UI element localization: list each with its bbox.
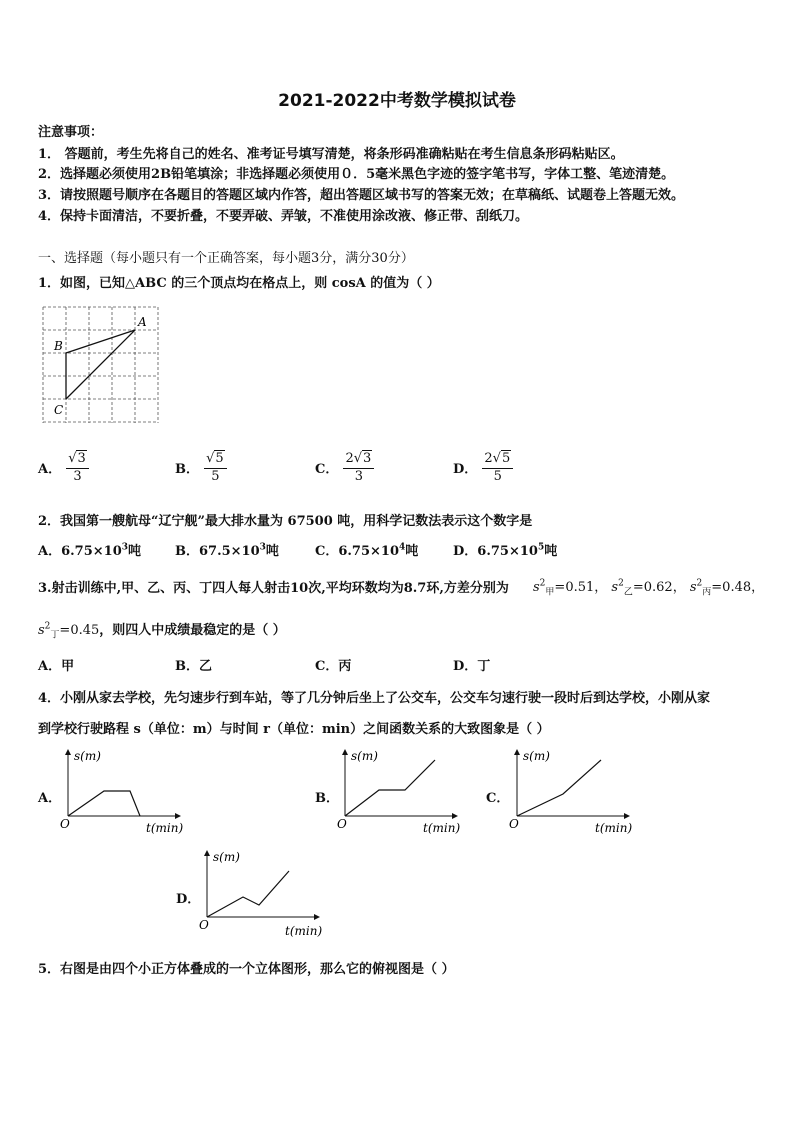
q4-graph-c [507,744,637,839]
q3-line2: $s^2_丁=0.45$，则四人中成绩最稳定的是（ ） [38,621,286,641]
q4-graph-a [58,744,188,839]
q1-option-d[interactable]: D． $\frac{2√5}{5}$ [453,452,513,485]
q4-option-d-label[interactable]: D． [176,892,201,907]
q3-variances: $s^2_甲=0.51$， $s^2_乙=0.62$， $s^2_丙=0.48$， [533,578,765,598]
q2-option-b[interactable]: B．$67.5\times 10^3$吨 [175,542,279,559]
q1-option-a-fraction: $\frac{√3}{3}$ [66,452,89,485]
q3-option-d[interactable]: D．丁 [453,659,491,674]
point-a-label: A [138,315,147,329]
notice-item-2: 2．选择题必须使用2B铅笔填涂；非选择题必须使用０．5毫米黑色字迹的签字笔书写，字体工整、笔迹清楚。 [38,167,675,182]
q4-stem-line2: 到学校行驶路程 s（单位：m）与时间 r（单位：min）之间函数关系的大致图象是（ ） [38,722,550,737]
q4-c-x-label: t(min) [595,821,633,835]
q1-option-c-fraction: $\frac{2√3}{3}$ [343,452,374,485]
q4-graph-b [335,744,465,839]
q4-a-origin: O [60,817,70,831]
q3-option-b[interactable]: B．乙 [175,659,212,674]
q3-option-c[interactable]: C．丙 [315,659,352,674]
q4-stem-line1: 4．小刚从家去学校，先匀速步行到车站，等了几分钟后坐上了公交车，公交车匀速行驶一段时后到达学校，小刚从家 [38,691,711,706]
q2-stem: 2．我国第一艘航母“辽宁舰”最大排水量为 67500 吨，用科学记数法表示这个数字是 [38,514,533,529]
q2-option-c[interactable]: C．$6.75\times 10^4$吨 [315,542,419,559]
notice-item-4: 4．保持卡面清洁，不要折叠，不要弄破、弄皱，不准使用涂改液、修正带、刮纸刀。 [38,209,529,224]
q4-c-origin: O [509,817,519,831]
q2-option-a[interactable]: A．$6.75\times 10^3$吨 [38,542,142,559]
q1-option-b[interactable]: B． $\frac{√5}{5}$ [175,452,227,485]
q4-c-y-label: s(m) [523,749,550,763]
q4-b-y-label: s(m) [351,749,378,763]
notice-item-3: 3．请按照题号顺序在各题目的答题区域内作答，超出答题区域书写的答案无效；在草稿纸、试题卷上答题无效。 [38,188,685,203]
q1-option-c[interactable]: C． $\frac{2√3}{3}$ [315,452,374,485]
q4-graph-d [197,845,327,940]
page-title: 2021-2022中考数学模拟试卷 [278,91,516,111]
q4-b-origin: O [337,817,347,831]
q4-d-origin: O [199,918,209,932]
q4-a-y-label: s(m) [74,749,101,763]
q4-d-x-label: t(min) [285,924,323,938]
point-b-label: B [54,339,63,353]
point-c-label: C [54,403,64,417]
q5-stem: 5．右图是由四个小正方体叠成的一个立体图形，那么它的俯视图是（ ） [38,962,455,977]
q4-option-a-label[interactable]: A． [38,791,62,806]
q1-option-b-fraction: $\frac{√5}{5}$ [204,452,227,485]
q2-option-d[interactable]: D．$6.75\times 10^5$吨 [453,542,558,559]
q4-option-c-label[interactable]: C． [486,791,510,806]
notice-item-1: 1． 答题前，考生先将自己的姓名、准考证号填写清楚，将条形码准确粘贴在考生信息条形码粘贴区。 [38,147,624,162]
q1-option-a[interactable]: A． $\frac{√3}{3}$ [38,452,89,485]
q3-option-a[interactable]: A．甲 [38,659,75,674]
q4-d-y-label: s(m) [213,850,240,864]
q4-option-b-label[interactable]: B． [315,791,339,806]
q4-b-x-label: t(min) [423,821,461,835]
q1-option-d-fraction: $\frac{2√5}{5}$ [482,452,513,485]
q3-stem: 3.射击训练中,甲、乙、丙、丁四人每人射击10次,平均环数均为8.7环,方差分别为 [38,581,509,596]
notice-heading: 注意事项： [38,125,104,140]
section-heading: 一、选择题（每小题只有一个正确答案，每小题3分，满分30分） [38,251,414,266]
q4-a-x-label: t(min) [146,821,184,835]
q1-grid-figure [38,302,168,432]
q1-stem: 1．如图，已知△ABC 的三个顶点均在格点上，则 cosA 的值为（ ） [38,276,440,291]
